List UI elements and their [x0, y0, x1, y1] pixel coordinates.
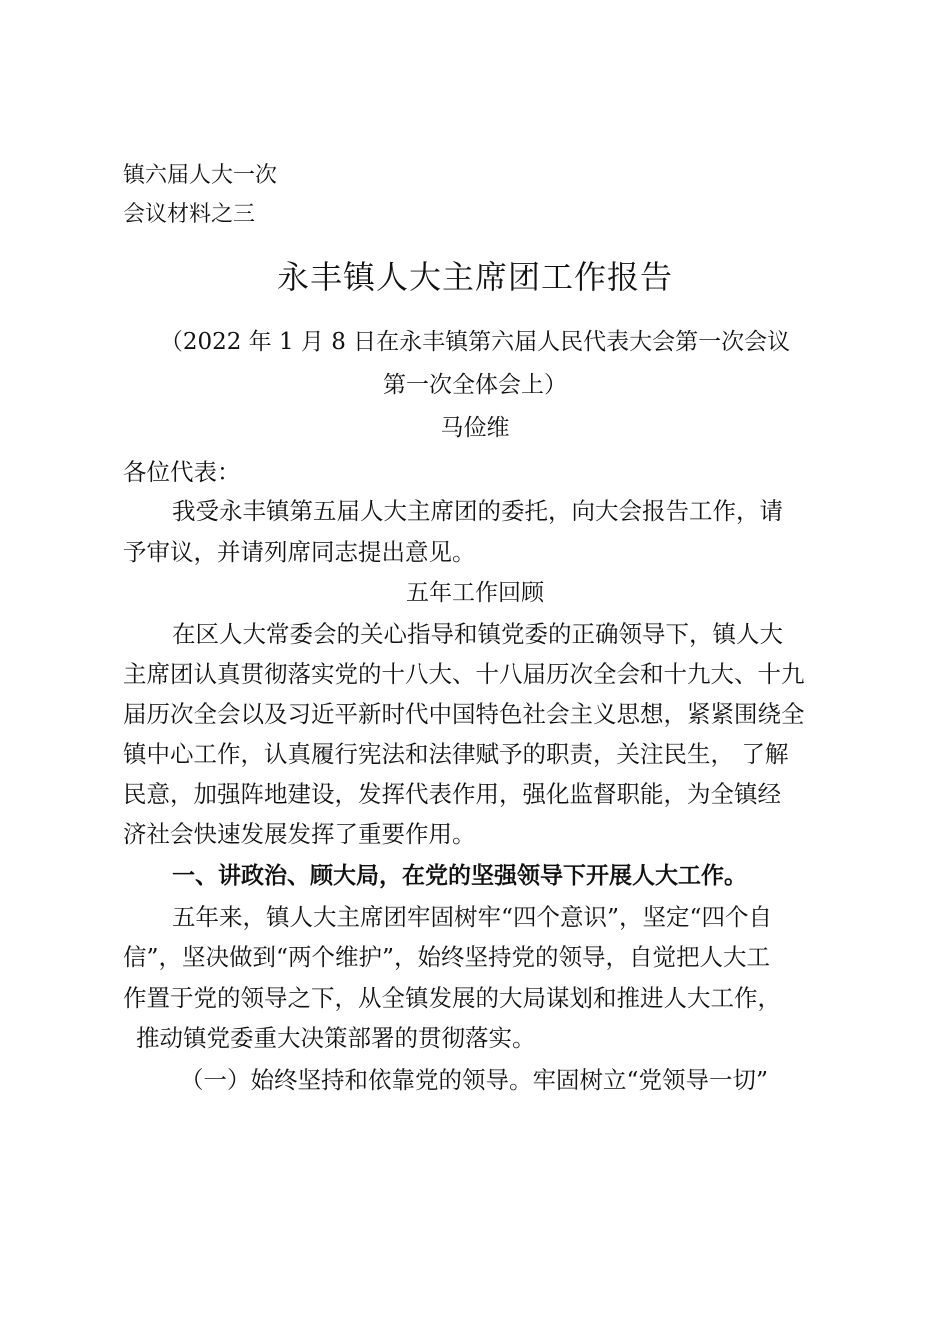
subtitle-line2: 第一次全体会上）: [383, 372, 567, 398]
part1-heading: 一、讲政治、顾大局，在党的坚强领导下开展人大工作。: [172, 863, 747, 889]
review-line2: 主席团认真贯彻落实党的十八大、十八届历次全会和十九大、十九: [123, 660, 805, 688]
subtitle-line1: （2022 年 1 月 8 日在永丰镇第六届人民代表大会第一次会议: [159, 329, 791, 355]
review-line5: 民意，加强阵地建设，发挥代表作用，强化监督职能，为全镇经: [123, 780, 781, 808]
section-title: 五年工作回顾: [406, 580, 544, 606]
author-name: 马俭维: [440, 415, 510, 441]
salutation: 各位代表：: [123, 458, 241, 486]
meeting-label-line2: 会议材料之三: [123, 202, 256, 227]
part1-line1: 五年来，镇人大主席团牢固树牢“四个意识”，坚定“四个自: [172, 903, 773, 931]
part1-line4: 推动镇党委重大决策部署的贯彻落实。: [136, 1024, 536, 1052]
review-line1: 在区人大常委会的关心指导和镇党委的正确领导下，镇人大: [172, 620, 783, 648]
subsection-1-line: （一）始终坚持和依靠党的领导。牢固树立“党领导一切”: [180, 1066, 769, 1094]
intro-line2: 予审议，并请列席同志提出意见。: [123, 538, 476, 566]
part1-line2: 信”，坚决做到“两个维护”，始终坚持党的领导，自觉把人大工: [123, 943, 771, 971]
meeting-label-line1: 镇六届人大一次: [123, 163, 278, 188]
review-line6: 济社会快速发展发挥了重要作用。: [123, 820, 476, 848]
review-line4: 镇中心工作，认真履行宪法和法律赋予的职责，关注民生， 了解: [123, 740, 789, 768]
intro-line1: 我受永丰镇第五届人大主席团的委托，向大会报告工作，请: [172, 497, 783, 525]
part1-line3: 作置于党的领导之下，从全镇发展的大局谋划和推进人大工作，: [123, 984, 781, 1012]
document-title: 永丰镇人大主席团工作报告: [276, 258, 673, 296]
review-line3: 届历次全会以及习近平新时代中国特色社会主义思想，紧紧围绕全: [123, 700, 805, 728]
